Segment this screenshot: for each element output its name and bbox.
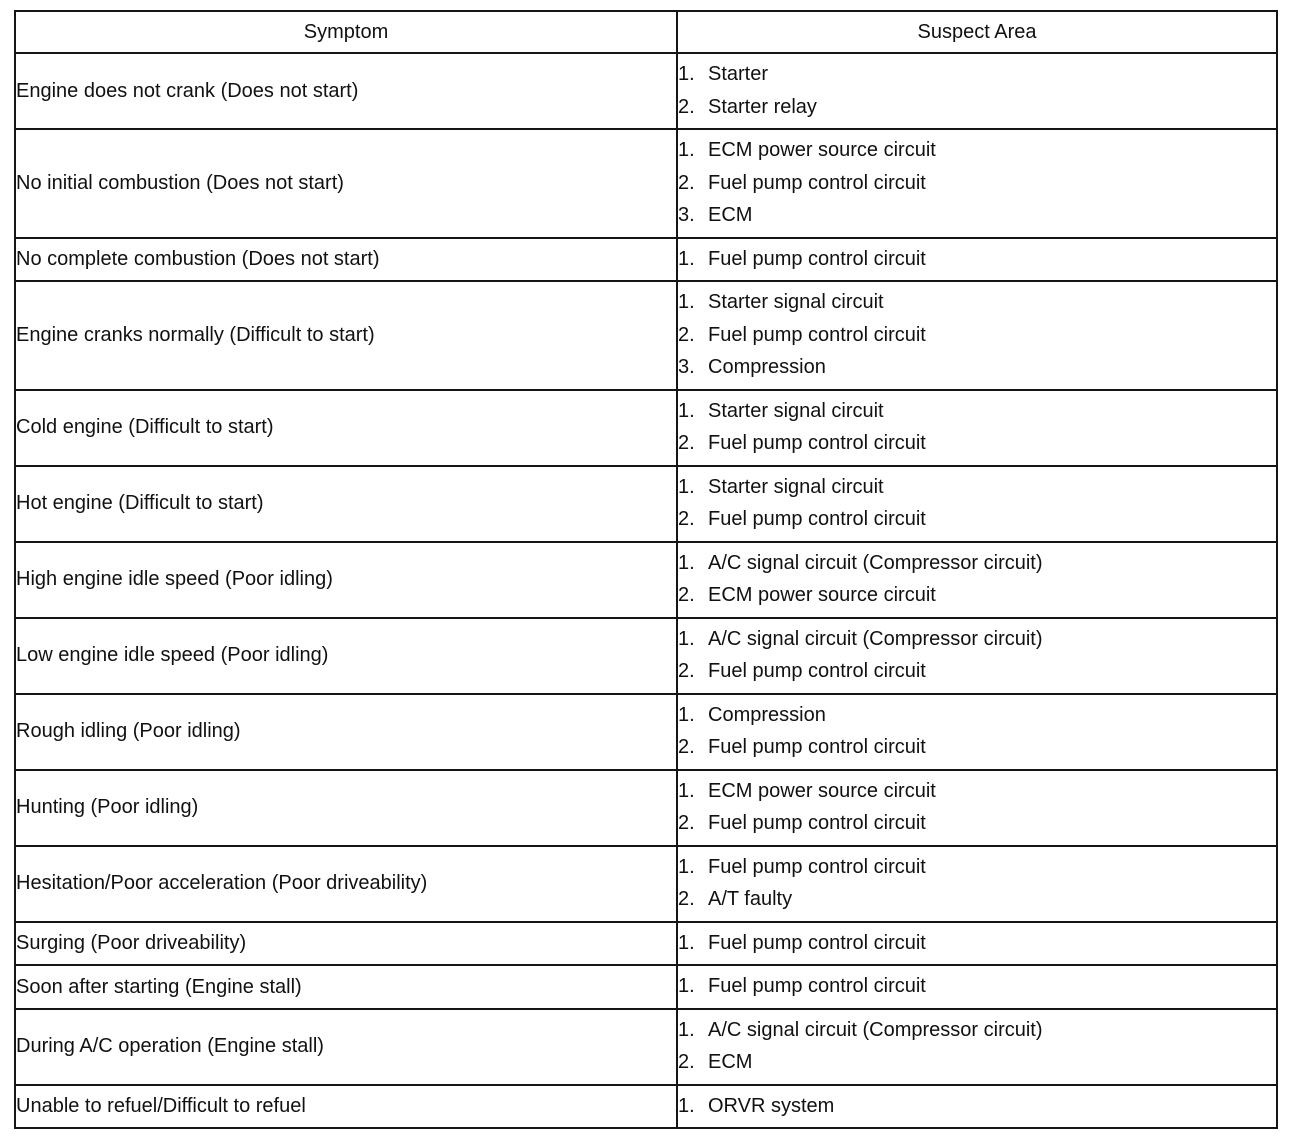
suspect-text: Fuel pump control circuit	[708, 931, 926, 954]
symptom-cell: Hunting (Poor idling)	[15, 770, 677, 846]
suspect-text: A/T faulty	[708, 888, 793, 910]
suspect-area-cell	[677, 770, 1277, 846]
symptom-cell: Rough idling (Poor idling)	[15, 694, 677, 770]
symptom-cell: Soon after starting (Engine stall)	[15, 965, 677, 1009]
suspect-text: A/C signal circuit (Compressor circuit)	[708, 627, 1043, 650]
suspect-list	[678, 619, 1276, 693]
suspect-area-cell	[677, 238, 1277, 282]
suspect-text: Starter	[708, 63, 769, 85]
table-row	[15, 238, 1277, 282]
suspect-number: 1.	[678, 475, 695, 498]
suspect-number: 2.	[678, 584, 695, 606]
table-row	[15, 1009, 1277, 1085]
suspect-item	[678, 134, 1276, 167]
table-row	[15, 466, 1277, 542]
table-row	[15, 922, 1277, 966]
suspect-text: ECM	[708, 1051, 753, 1073]
suspect-text: Fuel pump control circuit	[708, 432, 926, 454]
suspect-item	[678, 851, 1276, 884]
suspect-item	[678, 1014, 1276, 1047]
symptom-cell: Engine does not crank (Does not start)	[15, 53, 677, 129]
suspect-number: 1.	[678, 551, 695, 574]
suspect-area-cell	[677, 1009, 1277, 1085]
suspect-number: 2.	[678, 812, 695, 834]
suspect-number: 2.	[678, 323, 695, 346]
document-page	[14, 10, 1276, 1129]
table-row	[15, 965, 1277, 1009]
suspect-list	[678, 391, 1276, 465]
suspect-text: Fuel pump control circuit	[708, 247, 926, 270]
suspect-number: 2.	[678, 660, 695, 682]
suspect-text: A/C signal circuit (Compressor circuit)	[708, 1018, 1043, 1041]
suspect-text: Fuel pump control circuit	[708, 855, 926, 878]
suspect-number: 2.	[678, 171, 695, 194]
suspect-item	[678, 91, 1276, 124]
suspect-number: 1.	[678, 1018, 695, 1041]
suspect-area-cell	[677, 466, 1277, 542]
suspect-list	[678, 467, 1276, 541]
suspect-item	[678, 807, 1276, 840]
suspect-list	[678, 54, 1276, 128]
suspect-list	[678, 130, 1276, 237]
suspect-text: ORVR system	[708, 1094, 835, 1117]
suspect-text: ECM power source circuit	[708, 139, 936, 161]
suspect-text: Fuel pump control circuit	[708, 736, 926, 758]
table-body	[15, 53, 1277, 1128]
suspect-item	[678, 883, 1276, 916]
suspect-number: 2.	[678, 736, 695, 758]
suspect-area-cell	[677, 542, 1277, 618]
suspect-item	[678, 655, 1276, 688]
suspect-area-cell	[677, 53, 1277, 129]
suspect-number: 1.	[678, 703, 695, 726]
suspect-number: 2.	[678, 95, 695, 118]
suspect-number: 1.	[678, 855, 695, 878]
suspect-item	[678, 547, 1276, 580]
table-row	[15, 770, 1277, 846]
suspect-text: ECM power source circuit	[708, 779, 936, 802]
suspect-text: A/C signal circuit (Compressor circuit)	[708, 551, 1043, 574]
table-row	[15, 846, 1277, 922]
symptom-cell: During A/C operation (Engine stall)	[15, 1009, 677, 1085]
table-row	[15, 53, 1277, 129]
suspect-number: 1.	[678, 399, 695, 422]
symptom-cell: Unable to refuel/Difficult to refuel	[15, 1085, 677, 1129]
suspect-number: 1.	[678, 247, 695, 270]
suspect-list	[678, 1010, 1276, 1084]
suspect-list	[678, 695, 1276, 769]
suspect-text: Compression	[708, 356, 826, 378]
suspect-item	[678, 1090, 1276, 1123]
suspect-item	[678, 395, 1276, 428]
suspect-number: 1.	[678, 139, 695, 161]
suspect-number: 1.	[678, 779, 695, 802]
suspect-list	[678, 239, 1276, 281]
table-row	[15, 129, 1277, 238]
suspect-text: ECM power source circuit	[708, 584, 936, 606]
suspect-area-cell	[677, 618, 1277, 694]
suspect-item	[678, 927, 1276, 960]
suspect-text: Fuel pump control circuit	[708, 812, 926, 834]
suspect-text: Fuel pump control circuit	[708, 660, 926, 682]
suspect-item	[678, 731, 1276, 764]
suspect-item	[678, 579, 1276, 612]
suspect-list	[678, 771, 1276, 845]
suspect-area-cell	[677, 922, 1277, 966]
suspect-text: Starter signal circuit	[708, 399, 884, 422]
table-row	[15, 694, 1277, 770]
table-row	[15, 1085, 1277, 1129]
suspect-number: 2.	[678, 508, 695, 530]
suspect-number: 1.	[678, 63, 695, 85]
suspect-item	[678, 623, 1276, 656]
suspect-list	[678, 966, 1276, 1008]
suspect-item	[678, 427, 1276, 460]
suspect-item	[678, 699, 1276, 732]
suspect-text: Fuel pump control circuit	[708, 508, 926, 530]
symptom-cell: No complete combustion (Does not start)	[15, 238, 677, 282]
suspect-item	[678, 319, 1276, 352]
suspect-list	[678, 923, 1276, 965]
symptom-cell: Surging (Poor driveability)	[15, 922, 677, 966]
suspect-area-cell	[677, 846, 1277, 922]
suspect-area-cell	[677, 129, 1277, 238]
suspect-text: Fuel pump control circuit	[708, 171, 926, 194]
suspect-number: 1.	[678, 291, 695, 313]
suspect-list	[678, 1086, 1276, 1128]
suspect-item	[678, 199, 1276, 232]
table-row	[15, 390, 1277, 466]
suspect-item	[678, 351, 1276, 384]
suspect-number: 3.	[678, 356, 695, 378]
suspect-number: 1.	[678, 975, 695, 997]
suspect-text: ECM	[708, 204, 753, 226]
suspect-number: 3.	[678, 204, 695, 226]
suspect-item	[678, 503, 1276, 536]
suspect-text: Starter signal circuit	[708, 475, 884, 498]
suspect-text: Fuel pump control circuit	[708, 323, 926, 346]
suspect-item	[678, 471, 1276, 504]
suspect-number: 2.	[678, 432, 695, 454]
header-suspect-area: Suspect Area	[677, 11, 1277, 53]
suspect-number: 2.	[678, 1051, 695, 1073]
symptom-cell: Hesitation/Poor acceleration (Poor driveability)	[15, 846, 677, 922]
header-symptom: Symptom	[15, 11, 677, 53]
suspect-number: 1.	[678, 931, 695, 954]
table-header-row	[15, 11, 1277, 53]
table-row	[15, 618, 1277, 694]
suspect-number: 1.	[678, 627, 695, 650]
suspect-area-cell	[677, 281, 1277, 390]
suspect-item	[678, 775, 1276, 808]
suspect-item	[678, 1046, 1276, 1079]
suspect-text: Compression	[708, 703, 826, 726]
table-row	[15, 542, 1277, 618]
suspect-text: Fuel pump control circuit	[708, 975, 926, 997]
suspect-item	[678, 167, 1276, 200]
suspect-number: 1.	[678, 1094, 695, 1117]
symptom-table	[14, 10, 1278, 1129]
symptom-cell: Engine cranks normally (Difficult to start)	[15, 281, 677, 390]
suspect-item	[678, 58, 1276, 91]
symptom-cell: Low engine idle speed (Poor idling)	[15, 618, 677, 694]
suspect-text: Starter signal circuit	[708, 291, 884, 313]
suspect-item	[678, 286, 1276, 319]
suspect-area-cell	[677, 694, 1277, 770]
table-row	[15, 281, 1277, 390]
suspect-number: 2.	[678, 888, 695, 910]
suspect-area-cell	[677, 390, 1277, 466]
suspect-text: Starter relay	[708, 95, 817, 118]
suspect-item	[678, 243, 1276, 276]
suspect-list	[678, 847, 1276, 921]
suspect-list	[678, 282, 1276, 389]
suspect-list	[678, 543, 1276, 617]
symptom-cell: Cold engine (Difficult to start)	[15, 390, 677, 466]
symptom-cell: No initial combustion (Does not start)	[15, 129, 677, 238]
symptom-cell: High engine idle speed (Poor idling)	[15, 542, 677, 618]
suspect-area-cell	[677, 1085, 1277, 1129]
symptom-cell: Hot engine (Difficult to start)	[15, 466, 677, 542]
suspect-item	[678, 970, 1276, 1003]
suspect-area-cell	[677, 965, 1277, 1009]
